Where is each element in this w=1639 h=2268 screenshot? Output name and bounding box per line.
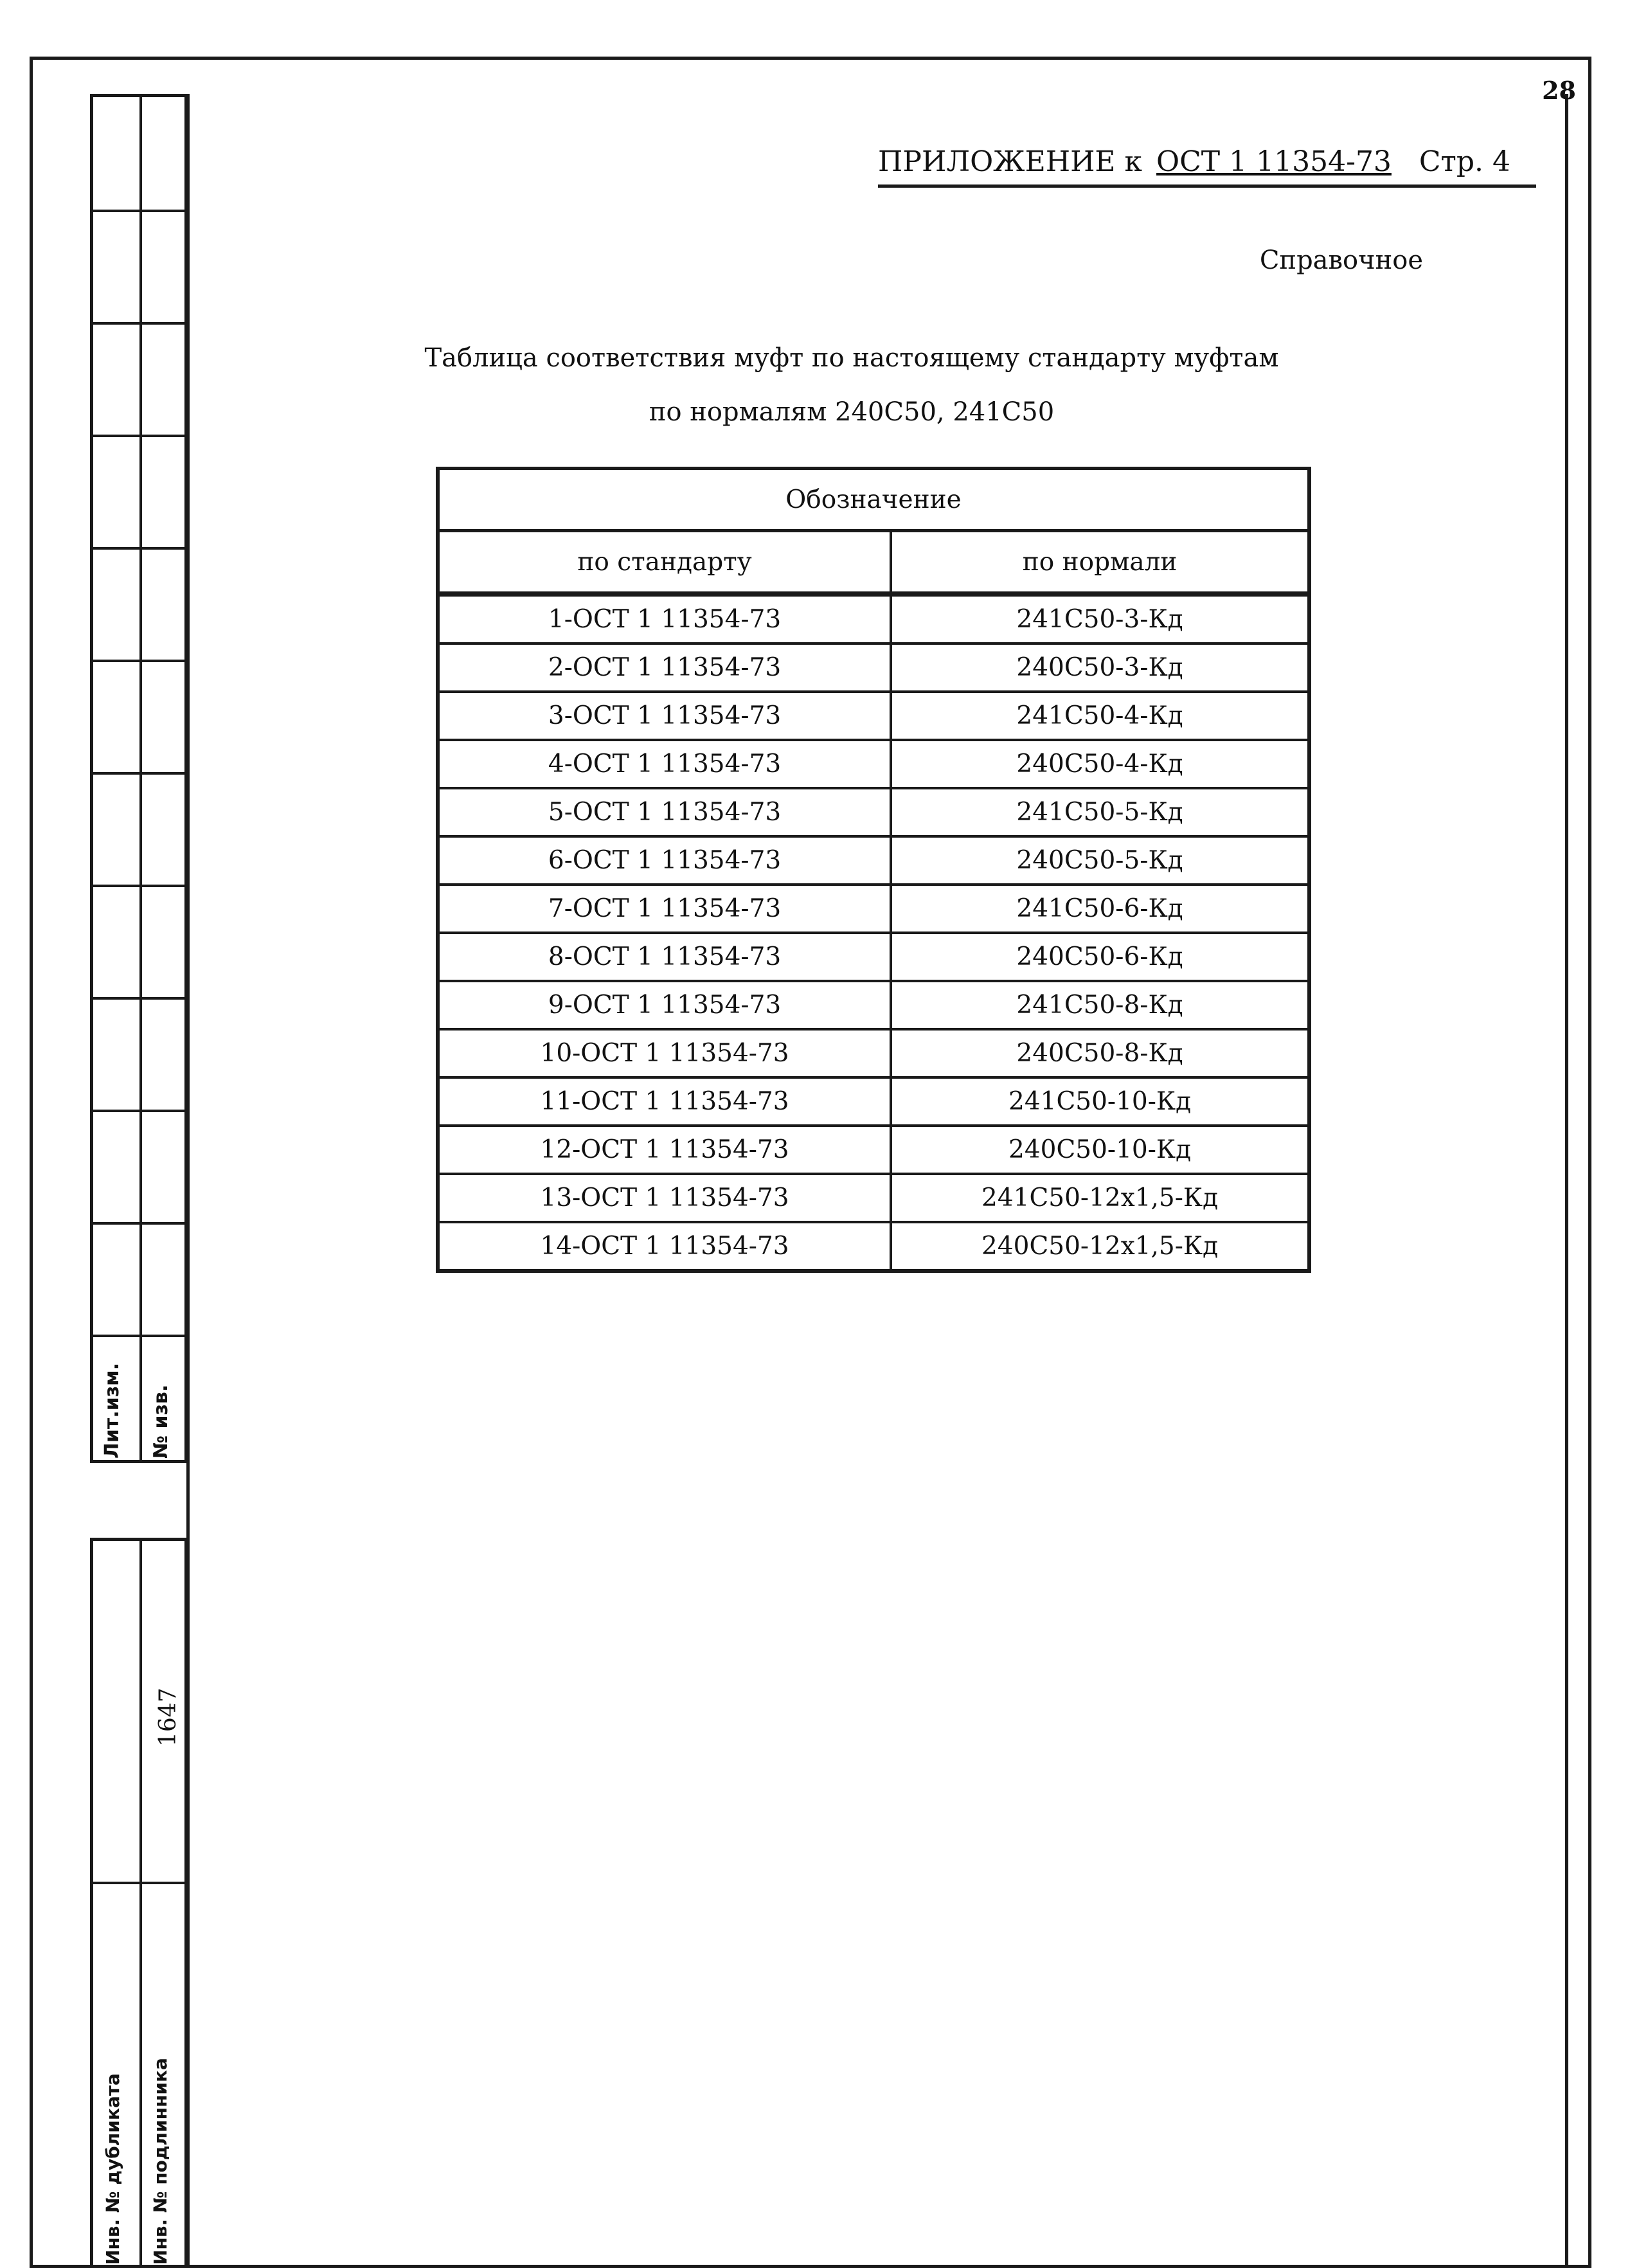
- table-row: [438, 692, 1309, 740]
- cell-standard-designation: 14-ОСТ 1 11354-73: [438, 1222, 891, 1271]
- cell-normal-designation: 240С50-5-Кд: [891, 836, 1309, 885]
- reference-note: Справочное: [1259, 246, 1423, 275]
- inventory-stamp: [90, 1538, 188, 2268]
- revision-stamp: [90, 94, 188, 1463]
- table-row: [438, 1029, 1309, 1077]
- table-row: [438, 836, 1309, 885]
- table-row: [438, 740, 1309, 788]
- table-row: [438, 981, 1309, 1029]
- cell-standard-designation: 4-ОСТ 1 11354-73: [438, 740, 891, 788]
- cell-normal-designation: 241С50-3-Кд: [891, 594, 1309, 644]
- cell-standard-designation: 1-ОСТ 1 11354-73: [438, 594, 891, 644]
- cell-standard-designation: 8-ОСТ 1 11354-73: [438, 933, 891, 981]
- table-row: [438, 594, 1309, 644]
- correspondence-table: [436, 467, 1311, 1273]
- table-row: [438, 788, 1309, 836]
- header-standard: ОСТ 1 11354-73: [1156, 145, 1392, 178]
- cell-normal-designation: 240С50-4-Кд: [891, 740, 1309, 788]
- cell-normal-designation: 241С50-10-Кд: [891, 1077, 1309, 1126]
- table-row: [438, 933, 1309, 981]
- table-title: [418, 331, 1285, 439]
- cell-standard-designation: 5-ОСТ 1 11354-73: [438, 788, 891, 836]
- cell-normal-designation: 240С50-6-Кд: [891, 933, 1309, 981]
- document-header: [878, 145, 1536, 188]
- cell-normal-designation: 241С50-6-Кд: [891, 885, 1309, 933]
- table-title-line2: по нормалям 240С50, 241С50: [649, 397, 1055, 427]
- table-row: [438, 885, 1309, 933]
- cell-normal-designation: 241С50-8-Кд: [891, 981, 1309, 1029]
- table-row: [438, 644, 1309, 692]
- cell-standard-designation: 6-ОСТ 1 11354-73: [438, 836, 891, 885]
- cell-standard-designation: 11-ОСТ 1 11354-73: [438, 1077, 891, 1126]
- cell-standard-designation: 3-ОСТ 1 11354-73: [438, 692, 891, 740]
- original-inventory-number: 1647: [155, 1688, 181, 1747]
- header-prefix: ПРИЛОЖЕНИЕ к: [878, 145, 1143, 178]
- cell-standard-designation: 9-ОСТ 1 11354-73: [438, 981, 891, 1029]
- group-header: Обозначение: [438, 469, 1309, 531]
- cell-standard-designation: 7-ОСТ 1 11354-73: [438, 885, 891, 933]
- header-page: Стр. 4: [1419, 145, 1510, 178]
- duplicate-inventory-label: Инв. № дубликата: [102, 2073, 123, 2265]
- cell-standard-designation: 12-ОСТ 1 11354-73: [438, 1126, 891, 1174]
- cell-normal-designation: 241С50-12х1,5-Кд: [891, 1174, 1309, 1222]
- cell-normal-designation: 241С50-5-Кд: [891, 788, 1309, 836]
- cell-normal-designation: 240С50-12х1,5-Кд: [891, 1222, 1309, 1271]
- cell-normal-designation: 240С50-8-Кд: [891, 1029, 1309, 1077]
- no-izv-label: № изв.: [150, 1384, 172, 1459]
- table-row: [438, 1174, 1309, 1222]
- cell-standard-designation: 2-ОСТ 1 11354-73: [438, 644, 891, 692]
- cell-normal-designation: 241С50-4-Кд: [891, 692, 1309, 740]
- cell-standard-designation: 10-ОСТ 1 11354-73: [438, 1029, 891, 1077]
- cell-standard-designation: 13-ОСТ 1 11354-73: [438, 1174, 891, 1222]
- sheet-number: 28: [1542, 76, 1576, 105]
- table-row: [438, 1222, 1309, 1271]
- table-row: [438, 1077, 1309, 1126]
- cell-normal-designation: 240С50-3-Кд: [891, 644, 1309, 692]
- cell-normal-designation: 240С50-10-Кд: [891, 1126, 1309, 1174]
- table-title-line1: Таблица соответствия муфт по настоящему стандарту муфтам: [424, 343, 1279, 373]
- column-header-normal: по нормали: [891, 531, 1309, 595]
- lit-izm-label: Лит.изм.: [101, 1362, 123, 1459]
- column-header-standard: по стандарту: [438, 531, 891, 595]
- original-inventory-label: Инв. № подлинника: [150, 2058, 171, 2265]
- table-row: [438, 1126, 1309, 1174]
